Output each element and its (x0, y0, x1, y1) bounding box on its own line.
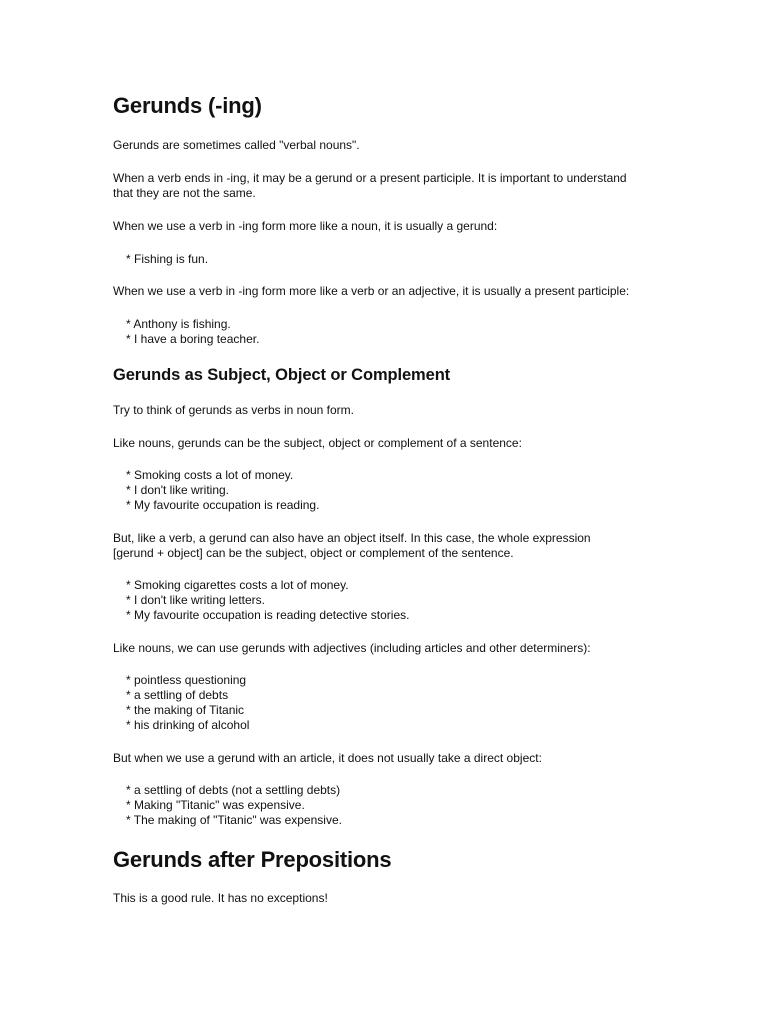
paragraph-good-rule: This is a good rule. It has no exceptions! (113, 891, 328, 905)
example-list-2 (113, 317, 686, 347)
list-item: * My favourite occupation is reading. (126, 498, 320, 512)
list-item: * I don't like writing. (126, 483, 230, 497)
list-item: * I don't like writing letters. (126, 593, 266, 607)
paragraph-line: [gerund + object] can be the subject, object or complement of the sentence. (113, 546, 514, 560)
example-list-5 (113, 673, 686, 733)
list-item: * Anthony is fishing. (126, 317, 231, 331)
list-item: * My favourite occupation is reading detective stories. (126, 608, 410, 622)
paragraph-noun-form: Try to think of gerunds as verbs in noun form. (113, 403, 355, 417)
list-item: * the making of Titanic (126, 703, 245, 717)
example-list-4 (113, 578, 686, 623)
paragraph-verbal-nouns: Gerunds are sometimes called "verbal nouns". (113, 138, 360, 152)
paragraph-participle-usage: When we use a verb in -ing form more like a verb or an adjective, it is usually a present participle: (113, 284, 630, 298)
paragraph-line: When a verb ends in -ing, it may be a gerund or a present participle. It is important to understand (113, 171, 627, 185)
example-list-6 (113, 783, 686, 828)
list-item: * a settling of debts (126, 688, 229, 702)
paragraph-article-object: But when we use a gerund with an article, it does not usually take a direct object: (113, 751, 542, 765)
paragraph-line: But, like a verb, a gerund can also have an object itself. In this case, the whole expression (113, 531, 591, 545)
example-list-3 (113, 468, 686, 513)
heading-subject-object-complement: Gerunds as Subject, Object or Complement (113, 366, 451, 384)
example-list-1 (113, 252, 686, 267)
list-item: * Smoking costs a lot of money. (126, 468, 294, 482)
paragraph-adjectives: Like nouns, we can use gerunds with adjectives (including articles and other determiners): (113, 641, 591, 655)
heading-gerunds: Gerunds (-ing) (113, 93, 262, 118)
list-item: * his drinking of alcohol (126, 718, 250, 732)
paragraph-like-nouns: Like nouns, gerunds can be the subject, object or complement of a sentence: (113, 436, 522, 450)
list-item: * Fishing is fun. (126, 252, 209, 266)
list-item: * The making of "Titanic" was expensive. (126, 813, 342, 827)
list-item: * pointless questioning (126, 673, 247, 687)
paragraph-gerund-object (113, 531, 673, 561)
heading-after-prepositions: Gerunds after Prepositions (113, 847, 392, 872)
list-item: * Making "Titanic" was expensive. (126, 798, 305, 812)
list-item: * I have a boring teacher. (126, 332, 260, 346)
paragraph-noun-usage: When we use a verb in -ing form more like a noun, it is usually a gerund: (113, 219, 498, 233)
paragraph-line: that they are not the same. (113, 186, 256, 200)
list-item: * a settling of debts (not a settling debts) (126, 783, 341, 797)
list-item: * Smoking cigarettes costs a lot of money. (126, 578, 349, 592)
paragraph-gerund-vs-participle (113, 171, 673, 201)
